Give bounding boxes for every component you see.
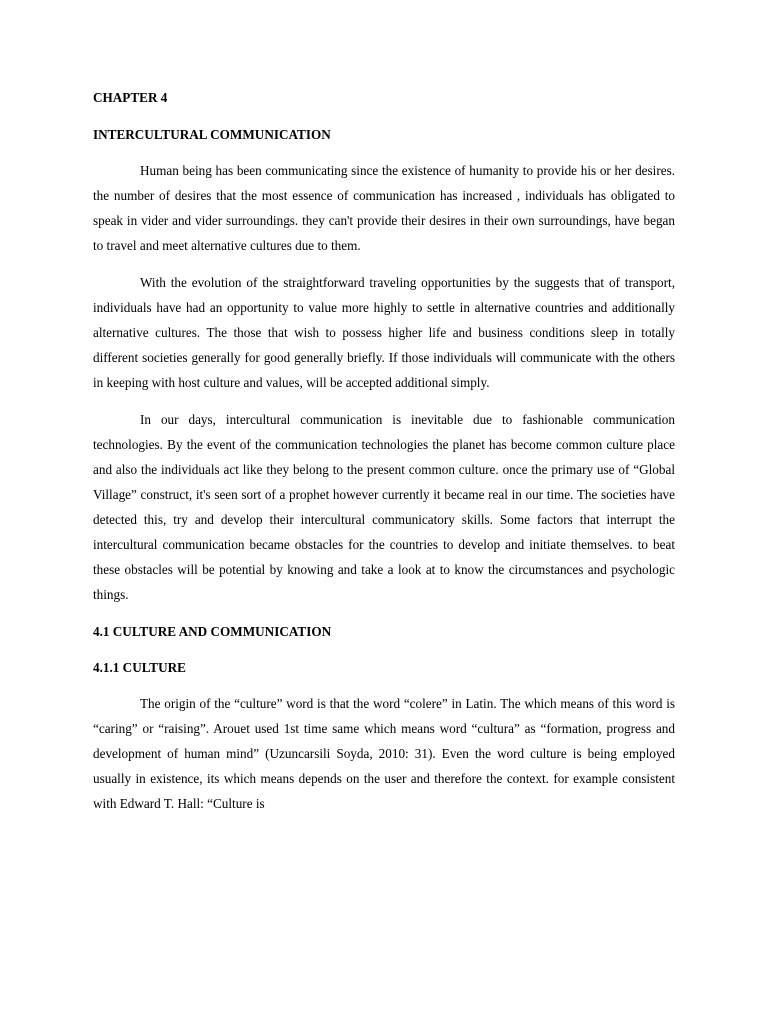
intro-paragraph-3: In our days, intercultural communication is inevitable due to fashionable communication technologies. By the event of the communication technologies the planet has become common culture place and also the individuals act like they belong to the present common culture. once the primary use of “Global Village” construct, it's seen sort of a prophet however currently it became real in our time. The societies have detected this, try and develop their intercultural communicatory skills. Some factors that interrupt the intercultural communication became obstacles for the countries to develop and initiate themselves. to beat these obstacles will be potential by knowing and take a look at to know the circumstances and psychologic things. bbox=[93, 412, 675, 602]
culture-paragraph: The origin of the “culture” word is that the word “colere” in Latin. The which means of this word is “caring” or “raising”. Arouet used 1st time same which means word “cultura” as “formation, progress and development of human mind” (Uzuncarsili Soyda, 2010: 31). Even the word culture is being employed usually in existence, its which means depends on the user and therefore the context. for example consistent with Edward T. Hall: “Culture is bbox=[93, 696, 675, 811]
intro-paragraph-2: With the evolution of the straightforward traveling opportunities by the suggests that of transport, individuals have had an opportunity to value more highly to settle in alternative countries and additionally alternative cultures. The those that wish to possess higher life and business conditions sleep in totally different societies generally for good generally briefly. If those individuals will communicate with the others in keeping with host culture and values, will be accepted additional simply. bbox=[93, 275, 675, 390]
subsubsection-heading: 4.1.1 CULTURE bbox=[93, 660, 186, 675]
intro-paragraph-1: Human being has been communicating since the existence of humanity to provide his or her desires. the number of desires that the most essence of communication has increased , individuals has obligated to speak in vider and vider surroundings. they can't provide their desires in their own surroundings, have began to travel and meet alternative cultures due to them. bbox=[93, 163, 675, 253]
section-heading: INTERCULTURAL COMMUNICATION bbox=[93, 127, 331, 142]
subsection-heading: 4.1 CULTURE AND COMMUNICATION bbox=[93, 624, 332, 639]
document-page bbox=[93, 85, 675, 828]
chapter-heading: CHAPTER 4 bbox=[93, 90, 168, 105]
